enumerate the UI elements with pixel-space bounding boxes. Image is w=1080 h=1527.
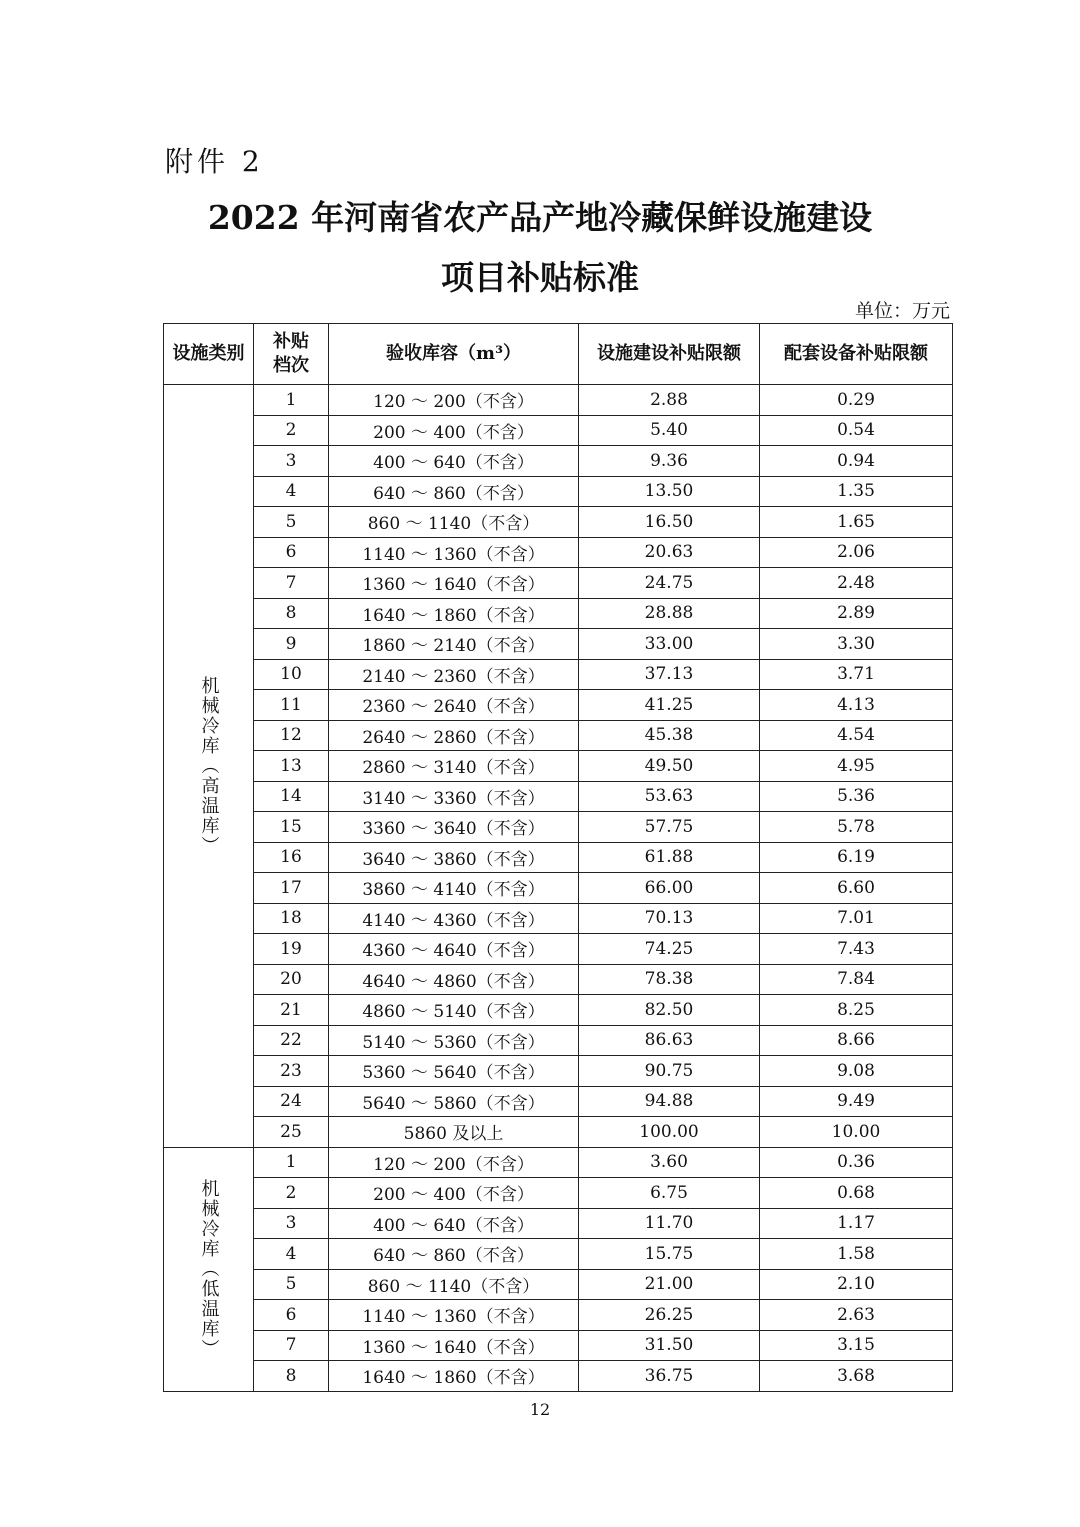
category-cell: 机械冷库（低温库） (164, 1147, 254, 1391)
capacity-cell: 860 ～ 1140（不含） (329, 507, 579, 538)
table-row (164, 568, 953, 599)
header-construction: 设施建设补贴限额 (579, 324, 760, 385)
table-row (164, 1117, 953, 1148)
table-row (164, 1269, 953, 1300)
capacity-cell: 2860 ～ 3140（不含） (329, 751, 579, 782)
equipment-cell: 10.00 (760, 1117, 953, 1148)
construction-cell: 9.36 (579, 446, 760, 477)
equipment-cell: 9.08 (760, 1056, 953, 1087)
capacity-cell: 2140 ～ 2360（不含） (329, 659, 579, 690)
capacity-cell: 3140 ～ 3360（不含） (329, 781, 579, 812)
capacity-cell: 1360 ～ 1640（不含） (329, 1330, 579, 1361)
table-row (164, 659, 953, 690)
equipment-cell: 8.25 (760, 995, 953, 1026)
tier-cell: 13 (254, 751, 329, 782)
table-header (164, 324, 953, 385)
tier-cell: 3 (254, 1208, 329, 1239)
construction-cell: 61.88 (579, 842, 760, 873)
construction-cell: 31.50 (579, 1330, 760, 1361)
header-equipment: 配套设备补贴限额 (760, 324, 953, 385)
equipment-cell: 3.30 (760, 629, 953, 660)
construction-cell: 70.13 (579, 903, 760, 934)
equipment-cell: 2.06 (760, 537, 953, 568)
table-row (164, 1178, 953, 1209)
document-title-line1: 2022 年河南省农产品产地冷藏保鲜设施建设 (207, 198, 873, 237)
tier-cell: 2 (254, 415, 329, 446)
capacity-cell: 200 ～ 400（不含） (329, 415, 579, 446)
subsidy-table (163, 323, 953, 1392)
tier-cell: 23 (254, 1056, 329, 1087)
table-row (164, 629, 953, 660)
table-row (164, 507, 953, 538)
tier-cell: 4 (254, 1239, 329, 1270)
capacity-cell: 200 ～ 400（不含） (329, 1178, 579, 1209)
equipment-cell: 0.94 (760, 446, 953, 477)
tier-cell: 5 (254, 507, 329, 538)
construction-cell: 36.75 (579, 1361, 760, 1392)
construction-cell: 78.38 (579, 964, 760, 995)
equipment-cell: 6.60 (760, 873, 953, 904)
unit-label: 单位：万元 (854, 300, 950, 322)
construction-cell: 74.25 (579, 934, 760, 965)
capacity-cell: 1140 ～ 1360（不含） (329, 537, 579, 568)
capacity-cell: 5360 ～ 5640（不含） (329, 1056, 579, 1087)
construction-cell: 6.75 (579, 1178, 760, 1209)
capacity-cell: 4360 ～ 4640（不含） (329, 934, 579, 965)
table-row (164, 1147, 953, 1178)
construction-cell: 24.75 (579, 568, 760, 599)
tier-cell: 7 (254, 568, 329, 599)
table-row (164, 1086, 953, 1117)
equipment-cell: 4.54 (760, 720, 953, 751)
table-row (164, 873, 953, 904)
tier-cell: 14 (254, 781, 329, 812)
table-row (164, 1056, 953, 1087)
capacity-cell: 860 ～ 1140（不含） (329, 1269, 579, 1300)
equipment-cell: 7.43 (760, 934, 953, 965)
table-row (164, 446, 953, 477)
tier-cell: 8 (254, 1361, 329, 1392)
table-row (164, 1361, 953, 1392)
tier-cell: 16 (254, 842, 329, 873)
table-body (164, 385, 953, 1392)
category-cell: 机械冷库（高温库） (164, 385, 254, 1148)
document-title-line2: 项目补贴标准 (441, 258, 639, 297)
table-row (164, 781, 953, 812)
capacity-cell: 5860 及以上 (329, 1117, 579, 1148)
tier-cell: 15 (254, 812, 329, 843)
equipment-cell: 2.48 (760, 568, 953, 599)
capacity-cell: 5140 ～ 5360（不含） (329, 1025, 579, 1056)
tier-cell: 18 (254, 903, 329, 934)
tier-cell: 7 (254, 1330, 329, 1361)
capacity-cell: 400 ～ 640（不含） (329, 446, 579, 477)
equipment-cell: 3.68 (760, 1361, 953, 1392)
tier-cell: 20 (254, 964, 329, 995)
equipment-cell: 0.68 (760, 1178, 953, 1209)
table-row (164, 964, 953, 995)
equipment-cell: 7.84 (760, 964, 953, 995)
table-row (164, 934, 953, 965)
construction-cell: 41.25 (579, 690, 760, 721)
construction-cell: 33.00 (579, 629, 760, 660)
equipment-cell: 0.54 (760, 415, 953, 446)
equipment-cell: 2.63 (760, 1300, 953, 1331)
construction-cell: 49.50 (579, 751, 760, 782)
construction-cell: 5.40 (579, 415, 760, 446)
construction-cell: 94.88 (579, 1086, 760, 1117)
equipment-cell: 3.15 (760, 1330, 953, 1361)
table-row (164, 1330, 953, 1361)
tier-cell: 6 (254, 537, 329, 568)
capacity-cell: 2640 ～ 2860（不含） (329, 720, 579, 751)
table-row (164, 598, 953, 629)
table-row (164, 690, 953, 721)
table-row (164, 1208, 953, 1239)
capacity-cell: 1860 ～ 2140（不含） (329, 629, 579, 660)
construction-cell: 26.25 (579, 1300, 760, 1331)
equipment-cell: 3.71 (760, 659, 953, 690)
equipment-cell: 7.01 (760, 903, 953, 934)
tier-cell: 8 (254, 598, 329, 629)
capacity-cell: 1640 ～ 1860（不含） (329, 1361, 579, 1392)
table-row (164, 720, 953, 751)
tier-cell: 3 (254, 446, 329, 477)
construction-cell: 11.70 (579, 1208, 760, 1239)
construction-cell: 45.38 (579, 720, 760, 751)
equipment-cell: 1.35 (760, 476, 953, 507)
header-tier-line2: 档次 (273, 355, 309, 376)
equipment-cell: 5.78 (760, 812, 953, 843)
header-category: 设施类别 (164, 324, 254, 385)
capacity-cell: 2360 ～ 2640（不含） (329, 690, 579, 721)
table-row (164, 812, 953, 843)
construction-cell: 53.63 (579, 781, 760, 812)
table-row (164, 1239, 953, 1270)
construction-cell: 21.00 (579, 1269, 760, 1300)
table-row (164, 842, 953, 873)
tier-cell: 17 (254, 873, 329, 904)
table-row (164, 476, 953, 507)
equipment-cell: 2.10 (760, 1269, 953, 1300)
capacity-cell: 3640 ～ 3860（不含） (329, 842, 579, 873)
table-row (164, 1300, 953, 1331)
tier-cell: 12 (254, 720, 329, 751)
tier-cell: 1 (254, 385, 329, 416)
capacity-cell: 3860 ～ 4140（不含） (329, 873, 579, 904)
capacity-cell: 120 ～ 200（不含） (329, 385, 579, 416)
tier-cell: 2 (254, 1178, 329, 1209)
capacity-cell: 3360 ～ 3640（不含） (329, 812, 579, 843)
construction-cell: 37.13 (579, 659, 760, 690)
tier-cell: 5 (254, 1269, 329, 1300)
equipment-cell: 2.89 (760, 598, 953, 629)
capacity-cell: 1640 ～ 1860（不含） (329, 598, 579, 629)
construction-cell: 20.63 (579, 537, 760, 568)
equipment-cell: 8.66 (760, 1025, 953, 1056)
equipment-cell: 1.58 (760, 1239, 953, 1270)
capacity-cell: 4860 ～ 5140（不含） (329, 995, 579, 1026)
tier-cell: 22 (254, 1025, 329, 1056)
equipment-cell: 4.13 (760, 690, 953, 721)
header-capacity: 验收库容（m³） (329, 324, 579, 385)
equipment-cell: 6.19 (760, 842, 953, 873)
construction-cell: 66.00 (579, 873, 760, 904)
construction-cell: 3.60 (579, 1147, 760, 1178)
table-row (164, 415, 953, 446)
construction-cell: 86.63 (579, 1025, 760, 1056)
table-row (164, 537, 953, 568)
header-tier-line1: 补贴 (273, 331, 309, 352)
table-row (164, 995, 953, 1026)
equipment-cell: 0.29 (760, 385, 953, 416)
header-tier (254, 324, 329, 385)
construction-cell: 16.50 (579, 507, 760, 538)
capacity-cell: 4640 ～ 4860（不含） (329, 964, 579, 995)
table-row (164, 751, 953, 782)
equipment-cell: 5.36 (760, 781, 953, 812)
capacity-cell: 400 ～ 640（不含） (329, 1208, 579, 1239)
table-row (164, 903, 953, 934)
tier-cell: 6 (254, 1300, 329, 1331)
equipment-cell: 1.65 (760, 507, 953, 538)
capacity-cell: 640 ～ 860（不含） (329, 1239, 579, 1270)
capacity-cell: 4140 ～ 4360（不含） (329, 903, 579, 934)
capacity-cell: 1360 ～ 1640（不含） (329, 568, 579, 599)
construction-cell: 82.50 (579, 995, 760, 1026)
tier-cell: 1 (254, 1147, 329, 1178)
table-row (164, 385, 953, 416)
tier-cell: 21 (254, 995, 329, 1026)
equipment-cell: 9.49 (760, 1086, 953, 1117)
attachment-label: 附件 2 (165, 145, 264, 178)
construction-cell: 28.88 (579, 598, 760, 629)
equipment-cell: 4.95 (760, 751, 953, 782)
capacity-cell: 1140 ～ 1360（不含） (329, 1300, 579, 1331)
tier-cell: 24 (254, 1086, 329, 1117)
capacity-cell: 5640 ～ 5860（不含） (329, 1086, 579, 1117)
construction-cell: 57.75 (579, 812, 760, 843)
tier-cell: 11 (254, 690, 329, 721)
construction-cell: 15.75 (579, 1239, 760, 1270)
tier-cell: 19 (254, 934, 329, 965)
equipment-cell: 0.36 (760, 1147, 953, 1178)
capacity-cell: 640 ～ 860（不含） (329, 476, 579, 507)
tier-cell: 9 (254, 629, 329, 660)
construction-cell: 13.50 (579, 476, 760, 507)
construction-cell: 100.00 (579, 1117, 760, 1148)
equipment-cell: 1.17 (760, 1208, 953, 1239)
tier-cell: 4 (254, 476, 329, 507)
page-number: 12 (529, 1400, 551, 1419)
table-row (164, 1025, 953, 1056)
capacity-cell: 120 ～ 200（不含） (329, 1147, 579, 1178)
tier-cell: 10 (254, 659, 329, 690)
construction-cell: 2.88 (579, 385, 760, 416)
construction-cell: 90.75 (579, 1056, 760, 1087)
tier-cell: 25 (254, 1117, 329, 1148)
